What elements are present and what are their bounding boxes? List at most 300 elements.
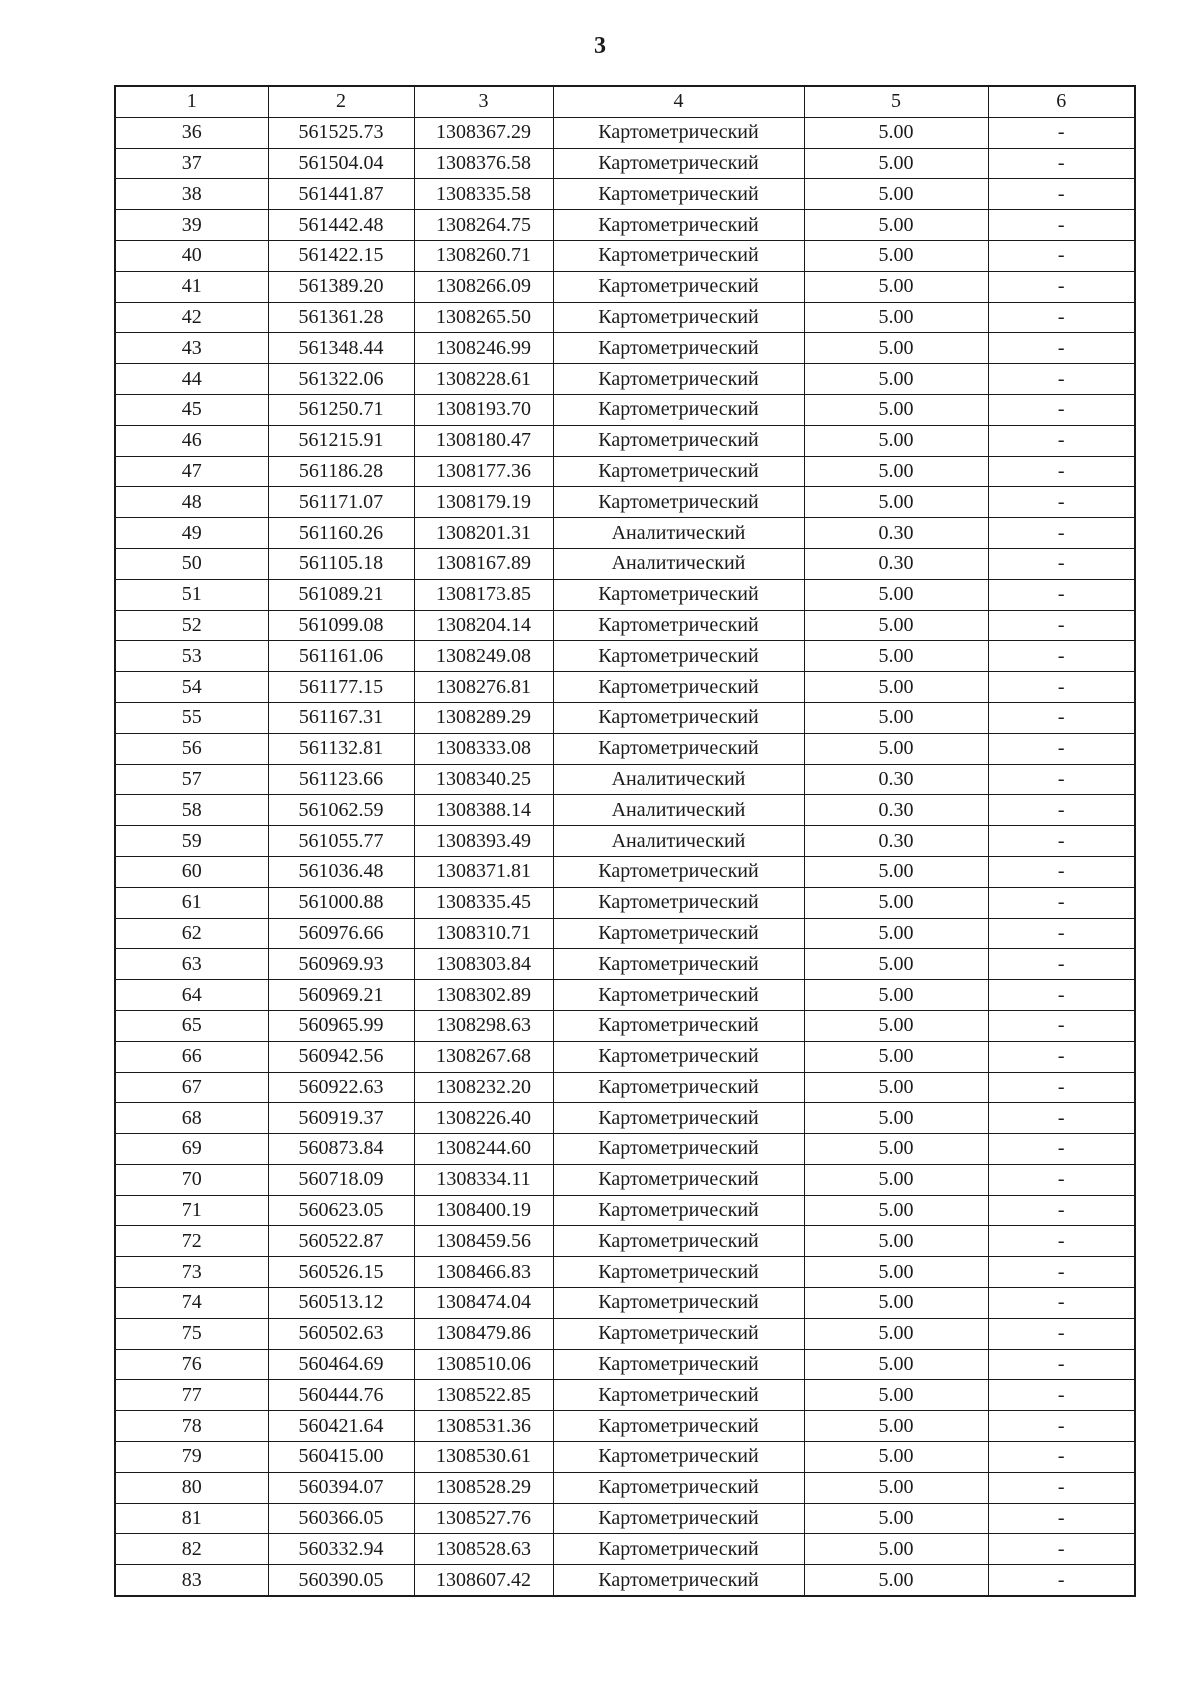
- x-coordinate-cell: 560513.12: [268, 1288, 414, 1319]
- x-coordinate-cell: 560526.15: [268, 1257, 414, 1288]
- accuracy-cell: 0.30: [804, 518, 988, 549]
- method-cell: Картометрический: [553, 1226, 804, 1257]
- x-coordinate-cell: 560522.87: [268, 1226, 414, 1257]
- accuracy-cell: 5.00: [804, 949, 988, 980]
- method-cell: Картометрический: [553, 333, 804, 364]
- x-coordinate-cell: 561167.31: [268, 702, 414, 733]
- table-row: [115, 1503, 1135, 1534]
- description-cell: -: [988, 456, 1135, 487]
- description-cell: -: [988, 1257, 1135, 1288]
- method-cell: Картометрический: [553, 1318, 804, 1349]
- accuracy-cell: 0.30: [804, 795, 988, 826]
- accuracy-cell: 5.00: [804, 1472, 988, 1503]
- y-coordinate-cell: 1308264.75: [414, 210, 553, 241]
- accuracy-cell: 5.00: [804, 1226, 988, 1257]
- x-coordinate-cell: 560415.00: [268, 1442, 414, 1473]
- x-coordinate-cell: 560965.99: [268, 1010, 414, 1041]
- method-cell: Аналитический: [553, 518, 804, 549]
- description-cell: -: [988, 364, 1135, 395]
- table-row: [115, 456, 1135, 487]
- y-coordinate-cell: 1308367.29: [414, 117, 553, 148]
- description-cell: -: [988, 610, 1135, 641]
- table-row: [115, 548, 1135, 579]
- method-cell: Картометрический: [553, 487, 804, 518]
- y-coordinate-cell: 1308298.63: [414, 1010, 553, 1041]
- accuracy-cell: 5.00: [804, 179, 988, 210]
- method-cell: Картометрический: [553, 949, 804, 980]
- point-number-cell: 38: [115, 179, 268, 210]
- description-cell: -: [988, 702, 1135, 733]
- table-row: [115, 826, 1135, 857]
- accuracy-cell: 0.30: [804, 548, 988, 579]
- table-row: [115, 949, 1135, 980]
- table-body: [115, 117, 1135, 1596]
- method-cell: Картометрический: [553, 579, 804, 610]
- description-cell: -: [988, 1072, 1135, 1103]
- accuracy-cell: 5.00: [804, 1288, 988, 1319]
- y-coordinate-cell: 1308510.06: [414, 1349, 553, 1380]
- y-coordinate-cell: 1308530.61: [414, 1442, 553, 1473]
- x-coordinate-cell: 561186.28: [268, 456, 414, 487]
- point-number-cell: 66: [115, 1041, 268, 1072]
- x-coordinate-cell: 561348.44: [268, 333, 414, 364]
- table-row: [115, 610, 1135, 641]
- y-coordinate-cell: 1308226.40: [414, 1103, 553, 1134]
- method-cell: Картометрический: [553, 641, 804, 672]
- y-coordinate-cell: 1308246.99: [414, 333, 553, 364]
- method-cell: Картометрический: [553, 240, 804, 271]
- y-coordinate-cell: 1308167.89: [414, 548, 553, 579]
- method-cell: Картометрический: [553, 210, 804, 241]
- accuracy-cell: 5.00: [804, 333, 988, 364]
- description-cell: -: [988, 1349, 1135, 1380]
- method-cell: Картометрический: [553, 1257, 804, 1288]
- point-number-cell: 76: [115, 1349, 268, 1380]
- accuracy-cell: 5.00: [804, 394, 988, 425]
- x-coordinate-cell: 560919.37: [268, 1103, 414, 1134]
- y-coordinate-cell: 1308180.47: [414, 425, 553, 456]
- accuracy-cell: 5.00: [804, 1318, 988, 1349]
- table-row: [115, 887, 1135, 918]
- y-coordinate-cell: 1308310.71: [414, 918, 553, 949]
- table-row: [115, 579, 1135, 610]
- method-cell: Картометрический: [553, 456, 804, 487]
- table-row: [115, 1257, 1135, 1288]
- method-cell: Картометрический: [553, 1288, 804, 1319]
- accuracy-cell: 5.00: [804, 672, 988, 703]
- point-number-cell: 41: [115, 271, 268, 302]
- x-coordinate-cell: 560922.63: [268, 1072, 414, 1103]
- column-header-4: 4: [553, 86, 804, 117]
- table-row: [115, 764, 1135, 795]
- description-cell: -: [988, 240, 1135, 271]
- accuracy-cell: 5.00: [804, 579, 988, 610]
- point-number-cell: 82: [115, 1534, 268, 1565]
- y-coordinate-cell: 1308340.25: [414, 764, 553, 795]
- description-cell: -: [988, 1534, 1135, 1565]
- column-header-6: 6: [988, 86, 1135, 117]
- method-cell: Картометрический: [553, 1565, 804, 1596]
- method-cell: Картометрический: [553, 887, 804, 918]
- point-number-cell: 62: [115, 918, 268, 949]
- accuracy-cell: 5.00: [804, 271, 988, 302]
- y-coordinate-cell: 1308173.85: [414, 579, 553, 610]
- point-number-cell: 46: [115, 425, 268, 456]
- y-coordinate-cell: 1308531.36: [414, 1411, 553, 1442]
- table-row: [115, 1349, 1135, 1380]
- accuracy-cell: 5.00: [804, 1195, 988, 1226]
- point-number-cell: 70: [115, 1164, 268, 1195]
- method-cell: Картометрический: [553, 1164, 804, 1195]
- y-coordinate-cell: 1308260.71: [414, 240, 553, 271]
- x-coordinate-cell: 560502.63: [268, 1318, 414, 1349]
- accuracy-cell: 5.00: [804, 1534, 988, 1565]
- x-coordinate-cell: 561361.28: [268, 302, 414, 333]
- table-header-row: [115, 86, 1135, 117]
- method-cell: Картометрический: [553, 1103, 804, 1134]
- accuracy-cell: 5.00: [804, 1565, 988, 1596]
- method-cell: Картометрический: [553, 856, 804, 887]
- x-coordinate-cell: 561062.59: [268, 795, 414, 826]
- method-cell: Картометрический: [553, 1134, 804, 1165]
- y-coordinate-cell: 1308193.70: [414, 394, 553, 425]
- description-cell: -: [988, 548, 1135, 579]
- point-number-cell: 47: [115, 456, 268, 487]
- method-cell: Картометрический: [553, 1503, 804, 1534]
- accuracy-cell: 5.00: [804, 240, 988, 271]
- accuracy-cell: 5.00: [804, 487, 988, 518]
- y-coordinate-cell: 1308459.56: [414, 1226, 553, 1257]
- table-row: [115, 672, 1135, 703]
- accuracy-cell: 5.00: [804, 148, 988, 179]
- table-row: [115, 1226, 1135, 1257]
- method-cell: Картометрический: [553, 918, 804, 949]
- y-coordinate-cell: 1308228.61: [414, 364, 553, 395]
- description-cell: -: [988, 1195, 1135, 1226]
- method-cell: Картометрический: [553, 425, 804, 456]
- description-cell: -: [988, 117, 1135, 148]
- table-row: [115, 117, 1135, 148]
- table-row: [115, 918, 1135, 949]
- y-coordinate-cell: 1308528.29: [414, 1472, 553, 1503]
- y-coordinate-cell: 1308232.20: [414, 1072, 553, 1103]
- point-number-cell: 65: [115, 1010, 268, 1041]
- y-coordinate-cell: 1308267.68: [414, 1041, 553, 1072]
- method-cell: Картометрический: [553, 179, 804, 210]
- method-cell: Картометрический: [553, 1472, 804, 1503]
- y-coordinate-cell: 1308393.49: [414, 826, 553, 857]
- point-number-cell: 60: [115, 856, 268, 887]
- description-cell: -: [988, 1411, 1135, 1442]
- description-cell: -: [988, 271, 1135, 302]
- accuracy-cell: 5.00: [804, 1349, 988, 1380]
- x-coordinate-cell: 560366.05: [268, 1503, 414, 1534]
- point-number-cell: 49: [115, 518, 268, 549]
- description-cell: -: [988, 733, 1135, 764]
- table-row: [115, 364, 1135, 395]
- description-cell: -: [988, 1503, 1135, 1534]
- point-number-cell: 78: [115, 1411, 268, 1442]
- y-coordinate-cell: 1308303.84: [414, 949, 553, 980]
- y-coordinate-cell: 1308289.29: [414, 702, 553, 733]
- description-cell: -: [988, 1041, 1135, 1072]
- y-coordinate-cell: 1308607.42: [414, 1565, 553, 1596]
- column-header-5: 5: [804, 86, 988, 117]
- accuracy-cell: 5.00: [804, 702, 988, 733]
- y-coordinate-cell: 1308266.09: [414, 271, 553, 302]
- table-row: [115, 1411, 1135, 1442]
- y-coordinate-cell: 1308376.58: [414, 148, 553, 179]
- point-number-cell: 75: [115, 1318, 268, 1349]
- y-coordinate-cell: 1308528.63: [414, 1534, 553, 1565]
- coordinates-table: [114, 85, 1136, 1597]
- accuracy-cell: 5.00: [804, 1041, 988, 1072]
- point-number-cell: 40: [115, 240, 268, 271]
- description-cell: -: [988, 179, 1135, 210]
- x-coordinate-cell: 561171.07: [268, 487, 414, 518]
- x-coordinate-cell: 561099.08: [268, 610, 414, 641]
- y-coordinate-cell: 1308204.14: [414, 610, 553, 641]
- accuracy-cell: 5.00: [804, 733, 988, 764]
- accuracy-cell: 5.00: [804, 1257, 988, 1288]
- accuracy-cell: 0.30: [804, 764, 988, 795]
- method-cell: Картометрический: [553, 117, 804, 148]
- method-cell: Картометрический: [553, 1041, 804, 1072]
- accuracy-cell: 5.00: [804, 856, 988, 887]
- method-cell: Картометрический: [553, 394, 804, 425]
- description-cell: -: [988, 1164, 1135, 1195]
- accuracy-cell: 5.00: [804, 456, 988, 487]
- point-number-cell: 79: [115, 1442, 268, 1473]
- method-cell: Картометрический: [553, 610, 804, 641]
- method-cell: Картометрический: [553, 672, 804, 703]
- y-coordinate-cell: 1308201.31: [414, 518, 553, 549]
- point-number-cell: 56: [115, 733, 268, 764]
- description-cell: -: [988, 302, 1135, 333]
- point-number-cell: 42: [115, 302, 268, 333]
- accuracy-cell: 5.00: [804, 302, 988, 333]
- method-cell: Картометрический: [553, 1380, 804, 1411]
- point-number-cell: 58: [115, 795, 268, 826]
- description-cell: -: [988, 1565, 1135, 1596]
- y-coordinate-cell: 1308474.04: [414, 1288, 553, 1319]
- point-number-cell: 53: [115, 641, 268, 672]
- y-coordinate-cell: 1308479.86: [414, 1318, 553, 1349]
- x-coordinate-cell: 560394.07: [268, 1472, 414, 1503]
- table-row: [115, 733, 1135, 764]
- point-number-cell: 44: [115, 364, 268, 395]
- page-number: 3: [594, 33, 606, 59]
- column-header-2: 2: [268, 86, 414, 117]
- table-row: [115, 1318, 1135, 1349]
- method-cell: Картометрический: [553, 148, 804, 179]
- point-number-cell: 54: [115, 672, 268, 703]
- table-row: [115, 179, 1135, 210]
- method-cell: Картометрический: [553, 980, 804, 1011]
- point-number-cell: 71: [115, 1195, 268, 1226]
- method-cell: Аналитический: [553, 764, 804, 795]
- description-cell: -: [988, 1318, 1135, 1349]
- y-coordinate-cell: 1308302.89: [414, 980, 553, 1011]
- accuracy-cell: 5.00: [804, 641, 988, 672]
- accuracy-cell: 5.00: [804, 1411, 988, 1442]
- method-cell: Картометрический: [553, 1411, 804, 1442]
- accuracy-cell: 5.00: [804, 1072, 988, 1103]
- point-number-cell: 81: [115, 1503, 268, 1534]
- point-number-cell: 83: [115, 1565, 268, 1596]
- y-coordinate-cell: 1308527.76: [414, 1503, 553, 1534]
- table-row: [115, 487, 1135, 518]
- description-cell: -: [988, 1226, 1135, 1257]
- point-number-cell: 52: [115, 610, 268, 641]
- table-row: [115, 333, 1135, 364]
- x-coordinate-cell: 560390.05: [268, 1565, 414, 1596]
- table-row: [115, 1288, 1135, 1319]
- table-row: [115, 1380, 1135, 1411]
- y-coordinate-cell: 1308335.58: [414, 179, 553, 210]
- table-row: [115, 518, 1135, 549]
- description-cell: -: [988, 856, 1135, 887]
- description-cell: -: [988, 518, 1135, 549]
- y-coordinate-cell: 1308466.83: [414, 1257, 553, 1288]
- x-coordinate-cell: 561525.73: [268, 117, 414, 148]
- method-cell: Картометрический: [553, 733, 804, 764]
- table-row: [115, 271, 1135, 302]
- method-cell: Картометрический: [553, 271, 804, 302]
- x-coordinate-cell: 560332.94: [268, 1534, 414, 1565]
- point-number-cell: 55: [115, 702, 268, 733]
- description-cell: -: [988, 1288, 1135, 1319]
- accuracy-cell: 5.00: [804, 980, 988, 1011]
- y-coordinate-cell: 1308371.81: [414, 856, 553, 887]
- point-number-cell: 59: [115, 826, 268, 857]
- accuracy-cell: 5.00: [804, 1010, 988, 1041]
- method-cell: Картометрический: [553, 1195, 804, 1226]
- description-cell: -: [988, 980, 1135, 1011]
- point-number-cell: 69: [115, 1134, 268, 1165]
- table-row: [115, 240, 1135, 271]
- column-header-1: 1: [115, 86, 268, 117]
- point-number-cell: 57: [115, 764, 268, 795]
- point-number-cell: 64: [115, 980, 268, 1011]
- description-cell: -: [988, 1010, 1135, 1041]
- accuracy-cell: 5.00: [804, 887, 988, 918]
- point-number-cell: 45: [115, 394, 268, 425]
- accuracy-cell: 5.00: [804, 918, 988, 949]
- point-number-cell: 63: [115, 949, 268, 980]
- accuracy-cell: 5.00: [804, 1503, 988, 1534]
- y-coordinate-cell: 1308388.14: [414, 795, 553, 826]
- point-number-cell: 67: [115, 1072, 268, 1103]
- description-cell: -: [988, 887, 1135, 918]
- method-cell: Картометрический: [553, 1072, 804, 1103]
- x-coordinate-cell: 561177.15: [268, 672, 414, 703]
- point-number-cell: 37: [115, 148, 268, 179]
- point-number-cell: 50: [115, 548, 268, 579]
- description-cell: -: [988, 764, 1135, 795]
- x-coordinate-cell: 560421.64: [268, 1411, 414, 1442]
- description-cell: -: [988, 1472, 1135, 1503]
- point-number-cell: 74: [115, 1288, 268, 1319]
- description-cell: -: [988, 487, 1135, 518]
- table-row: [115, 1134, 1135, 1165]
- x-coordinate-cell: 560969.21: [268, 980, 414, 1011]
- description-cell: -: [988, 826, 1135, 857]
- y-coordinate-cell: 1308400.19: [414, 1195, 553, 1226]
- y-coordinate-cell: 1308244.60: [414, 1134, 553, 1165]
- column-header-3: 3: [414, 86, 553, 117]
- method-cell: Аналитический: [553, 548, 804, 579]
- table-row: [115, 1534, 1135, 1565]
- x-coordinate-cell: 561105.18: [268, 548, 414, 579]
- y-coordinate-cell: 1308179.19: [414, 487, 553, 518]
- table-row: [115, 795, 1135, 826]
- accuracy-cell: 5.00: [804, 1134, 988, 1165]
- point-number-cell: 43: [115, 333, 268, 364]
- y-coordinate-cell: 1308334.11: [414, 1164, 553, 1195]
- x-coordinate-cell: 560464.69: [268, 1349, 414, 1380]
- table-row: [115, 1103, 1135, 1134]
- point-number-cell: 61: [115, 887, 268, 918]
- method-cell: Аналитический: [553, 795, 804, 826]
- point-number-cell: 72: [115, 1226, 268, 1257]
- y-coordinate-cell: 1308333.08: [414, 733, 553, 764]
- accuracy-cell: 5.00: [804, 610, 988, 641]
- accuracy-cell: 5.00: [804, 210, 988, 241]
- x-coordinate-cell: 561123.66: [268, 764, 414, 795]
- table-row: [115, 394, 1135, 425]
- table-row: [115, 148, 1135, 179]
- y-coordinate-cell: 1308276.81: [414, 672, 553, 703]
- point-number-cell: 68: [115, 1103, 268, 1134]
- table-row: [115, 980, 1135, 1011]
- table-row: [115, 856, 1135, 887]
- table-row: [115, 1041, 1135, 1072]
- accuracy-cell: 5.00: [804, 1380, 988, 1411]
- accuracy-cell: 5.00: [804, 1103, 988, 1134]
- x-coordinate-cell: 561250.71: [268, 394, 414, 425]
- x-coordinate-cell: 561132.81: [268, 733, 414, 764]
- description-cell: -: [988, 333, 1135, 364]
- method-cell: Картометрический: [553, 1010, 804, 1041]
- description-cell: -: [988, 1380, 1135, 1411]
- method-cell: Картометрический: [553, 1534, 804, 1565]
- description-cell: -: [988, 210, 1135, 241]
- accuracy-cell: 5.00: [804, 117, 988, 148]
- method-cell: Картометрический: [553, 1442, 804, 1473]
- x-coordinate-cell: 561441.87: [268, 179, 414, 210]
- y-coordinate-cell: 1308177.36: [414, 456, 553, 487]
- table-row: [115, 210, 1135, 241]
- x-coordinate-cell: 561161.06: [268, 641, 414, 672]
- point-number-cell: 77: [115, 1380, 268, 1411]
- x-coordinate-cell: 561215.91: [268, 425, 414, 456]
- x-coordinate-cell: 560976.66: [268, 918, 414, 949]
- x-coordinate-cell: 561160.26: [268, 518, 414, 549]
- table-row: [115, 1565, 1135, 1596]
- x-coordinate-cell: 560873.84: [268, 1134, 414, 1165]
- y-coordinate-cell: 1308265.50: [414, 302, 553, 333]
- description-cell: -: [988, 1442, 1135, 1473]
- point-number-cell: 48: [115, 487, 268, 518]
- table-row: [115, 1195, 1135, 1226]
- table-row: [115, 641, 1135, 672]
- y-coordinate-cell: 1308522.85: [414, 1380, 553, 1411]
- x-coordinate-cell: 561442.48: [268, 210, 414, 241]
- y-coordinate-cell: 1308335.45: [414, 887, 553, 918]
- table-row: [115, 425, 1135, 456]
- point-number-cell: 36: [115, 117, 268, 148]
